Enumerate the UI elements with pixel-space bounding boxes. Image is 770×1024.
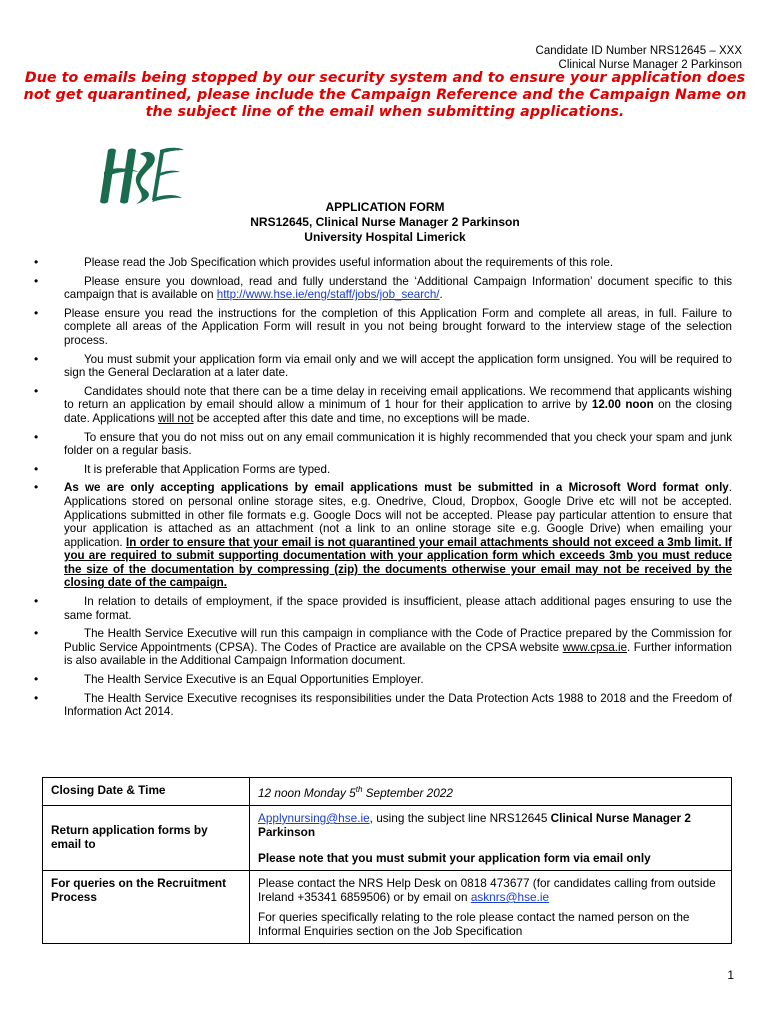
instructions-list: [0, 256, 770, 724]
closing-date-label: Closing Date & Time: [43, 778, 250, 806]
list-item: • Please ensure you read the instructions for the completion of this Application Form and complete all areas, in full. Failure to complete all areas of the Application Form will result in you not being brought forward to the interview stage of the selection process.: [34, 305, 732, 347]
bullet-icon: •: [34, 690, 39, 705]
email-only-note: Please note that you must submit your application form via email only: [258, 850, 651, 865]
closing-date-value: 12 noon Monday 5th September 2022: [250, 778, 732, 806]
page-number: 1: [727, 968, 734, 982]
return-forms-label: Return application forms by email to: [43, 805, 250, 870]
bullet-icon: •: [34, 480, 39, 495]
form-titles: [0, 200, 770, 245]
list-item: • Candidates should note that there can be a time delay in receiving email applications. We recommend that applicants wishing to return an application by email should allow a minimum of 1 hour for their application to arrive by 12.00 noon on the closing date. Applications will not be accepted after this date and time, no exceptions will be made.: [34, 383, 733, 425]
bullet-icon: •: [34, 461, 39, 476]
list-item: • Please ensure you download, read and fully understand the ‘Additional Campaign Information’ document specific to this campaign that is available on http://www.hse.ie/eng/staff/jobs/job_search/.: [34, 273, 732, 302]
apply-email-link[interactable]: Applynursing@hse.ie: [258, 810, 370, 825]
list-item: • To ensure that you do not miss out on any email communication it is highly recommended that you check your spam and junk folder on a regular basis.: [34, 429, 732, 458]
candidate-id: Candidate ID Number NRS12645 – XXX: [535, 45, 742, 57]
return-forms-value: Applynursing@hse.ie, using the subject line NRS12645 Clinical Nurse Manager 2 Parkinson Please note that you must submit your application form via email only: [250, 805, 732, 870]
list-item: • The Health Service Executive will run this campaign in compliance with the Code of Practice prepared by the Commission for Public Service Appointments (CPSA). The Codes of Practice are available on the CPSA website www.cpsa.ie. Further information is also available in the Additional Campaign Information document.: [34, 626, 732, 668]
form-title: APPLICATION FORM: [325, 200, 445, 214]
bullet-icon: •: [34, 305, 39, 320]
hse-logo-icon: [94, 142, 186, 208]
table-row: [43, 805, 732, 870]
list-item: • You must submit your application form via email only and we will accept the application form unsigned. You will be required to sign the General Declaration at a later date.: [34, 351, 732, 380]
list-item: • It is preferable that Application Forms are typed.: [34, 461, 331, 476]
bullet-icon: •: [34, 273, 39, 288]
bullet-icon: •: [34, 255, 39, 269]
list-item: • In relation to details of employment, if the space provided is insufficient, please attach additional pages ensuring to use the same format.: [34, 594, 732, 622]
key-information-table: [42, 777, 732, 944]
list-item: • The Health Service Executive is an Equal Opportunities Employer.: [34, 672, 424, 687]
campaign-title: NRS12645, Clinical Nurse Manager 2 Parkinson: [250, 215, 520, 229]
security-notice: Due to emails being stopped by our security system and to ensure your application does not get quarantined, please include the Campaign Reference and the Campaign Name on the subject line of the email when submitting applications.: [23, 70, 747, 120]
bullet-icon: •: [34, 672, 39, 687]
job-search-link[interactable]: http://www.hse.ie/eng/staff/jobs/job_search/: [216, 288, 440, 302]
bullet-icon: •: [34, 351, 39, 366]
table-row: [43, 870, 732, 943]
cpsa-link[interactable]: www.cpsa.ie: [562, 640, 628, 654]
list-item: • Please read the Job Specification which provides useful information about the requirements of this role.: [34, 255, 614, 269]
post-title-header: Clinical Nurse Manager 2 Parkinson: [558, 59, 742, 71]
bullet-icon: •: [34, 626, 39, 641]
list-item: • The Health Service Executive recognises its responsibilities under the Data Protection Acts 1988 to 2018 and the Freedom of Information Act 2014.: [34, 690, 732, 719]
bullet-icon: •: [34, 429, 39, 444]
table-row: [43, 778, 732, 806]
location-title: University Hospital Limerick: [304, 230, 466, 244]
bullet-icon: •: [34, 594, 39, 609]
queries-label: For queries on the Recruitment Process: [43, 870, 250, 943]
candidate-header: [536, 44, 742, 72]
bullet-icon: •: [34, 383, 39, 398]
queries-value: Please contact the NRS Help Desk on 0818 473677 (for candidates calling from outside Ireland +35341 6859506) or by email on asknrs@hse.ie For queries specifically relating to the role please contact the named person on the Informal Enquiries section on the Job Specification: [250, 870, 732, 943]
asknrs-email-link[interactable]: asknrs@hse.ie: [470, 889, 550, 904]
list-item: • As we are only accepting applications by email applications must be submitted in a Microsoft Word format only. Applications stored on personal online storage sites, e.g. Onedrive, Cloud, Dropbox, Google Drive etc will not be accepted. Applications submitted in other file formats e.g. Google Docs will not be accepted. Please pay particular attention to ensure that your application is attached as an attachment (not a link to an online storage site e.g. Google Drive) when emailing your application. In order to ensure that your email is not quarantined your email attachments should not exceed a 3mb limit. If you are required to submit supporting documentation with your application form which exceeds 3mb you must reduce the size of the documentation by compressing (zip) the documents otherwise your email may not be received by the closing date of the campaign.: [34, 480, 732, 590]
